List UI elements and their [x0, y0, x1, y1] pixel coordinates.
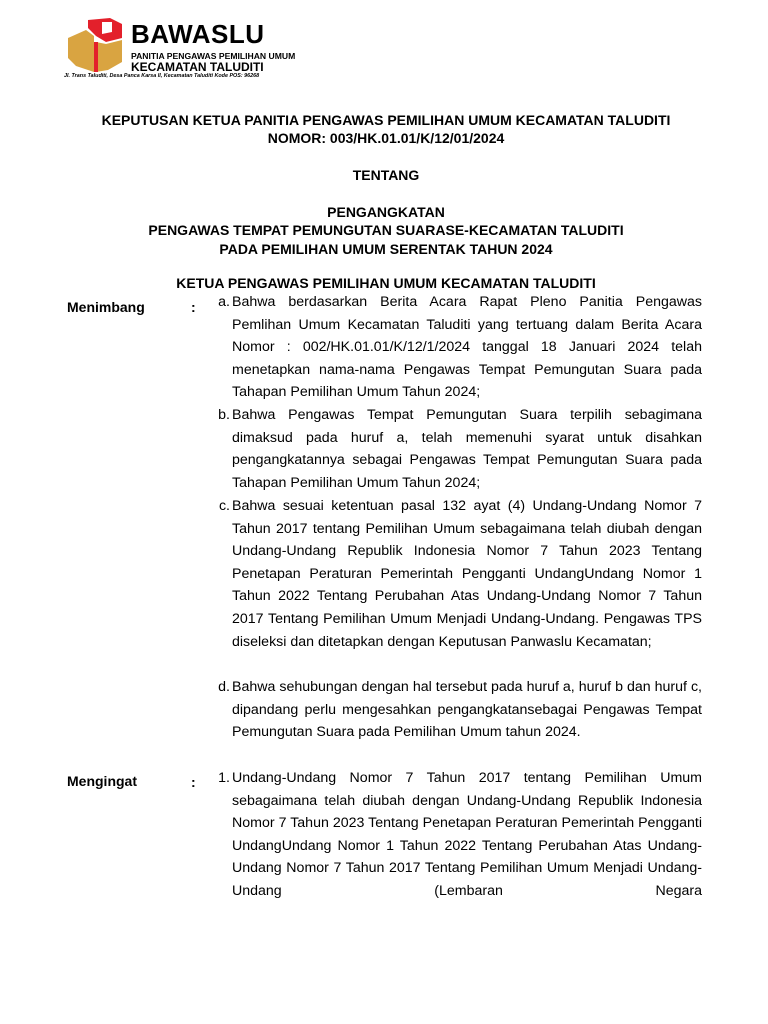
item-marker: d.: [218, 679, 230, 695]
item-text: Bahwa Pengawas Tempat Pemungutan Suara terpilih sebagimana dimaksud pada huruf a, telah memenuhi syarat untuk disahkan pengangkatannya sebagai Pengawas Tempat Pemungutan Suara pada Tahapan Pemilihan Umum Tahun 2024;: [232, 407, 702, 491]
mengingat-label: Mengingat: [67, 773, 137, 789]
decree-title: KEPUTUSAN KETUA PANITIA PENGAWAS PEMILIHAN UMUM KECAMATAN TALUDITI: [101, 112, 671, 128]
menimbang-item-a: [206, 291, 702, 404]
org-address: Jl. Trans Taluditi, Desa Panca Karsa II, Kecamatan Taluditi Kode POS: 96268: [64, 73, 260, 79]
mengingat-item-1: [206, 767, 702, 903]
mengingat-colon: :: [191, 774, 196, 790]
org-subtitle: PANITIA PENGAWAS PEMILIHAN UMUM: [131, 51, 296, 61]
org-district: KECAMATAN TALUDITI: [131, 60, 264, 74]
item-text: Bahwa berdasarkan Berita Acara Rapat Pleno Panitia Pengawas Pemlihan Umum Kecamatan Taluditi yang tertuang dalam Berita Acara Nomor : 002/HK.01.01/K/12/1/2024 tanggal 18 Januari 2024 telah menetapkan nama-nama Pengawas Tempat Pemungutan Suara pada Tahapan Pemilihan Umum Tahun 2024;: [232, 294, 702, 401]
menimbang-item-c: [206, 495, 702, 653]
item-text: Bahwa sehubungan dengan hal tersebut pada huruf a, huruf b dan huruf c, dipandang perlu mengesahkan pengangkatansebagai Pengawas Tempat Pemungutan Suara pada Pemilihan Umum tahun 2024.: [232, 679, 702, 741]
org-name: BAWASLU: [131, 19, 265, 49]
item-marker: a.: [218, 294, 230, 310]
bawaslu-logo-icon: [66, 18, 124, 74]
item-marker: 1.: [218, 770, 230, 786]
tentang-heading: TENTANG: [352, 167, 420, 183]
item-text: Undang-Undang Nomor 7 Tahun 2017 tentang Pemilihan Umum sebagaimana telah diubah dengan Undang-Undang Republik Indonesia Nomor 7 Tahun 2023 Tentang Penetapan Peraturan Pemerintah Pengganti UndangUndang Nomor 1 Tahun 2022 Tentang Perubahan Atas Undang-Undang Nomor 7 Tahun 2017 Tentang Pemilihan Umum Menjadi Undang-Undang (Lembaran Negara: [232, 770, 702, 899]
subject-line-3: PADA PEMILIHAN UMUM SERENTAK TAHUN 2024: [219, 241, 553, 257]
menimbang-item-b: [206, 404, 702, 494]
menimbang-item-d: [206, 676, 702, 744]
item-marker: b.: [218, 407, 230, 423]
decree-number: NOMOR: 003/HK.01.01/K/12/01/2024: [267, 130, 505, 146]
subject-line-1: PENGANGKATAN: [327, 204, 445, 220]
authority-heading: KETUA PENGAWAS PEMILIHAN UMUM KECAMATAN TALUDITI: [176, 275, 596, 291]
item-marker: c.: [218, 498, 230, 514]
item-text: Bahwa sesuai ketentuan pasal 132 ayat (4) Undang-Undang Nomor 7 Tahun 2017 tentang Pemilihan Umum sebagaimana telah diubah dengan Undang-Undang Republik Indonesia Nomor 7 Tahun 2023 Tentang Penetapan Peraturan Pemerintah Pengganti UndangUndang Nomor 1 Tahun 2022 Tentang Perubahan Atas Undang-Undang Nomor 7 Tahun 2017 Tentang Pemilihan Umum Menjadi Undang-Undang. Pengawas TPS diseleksi dan ditetapkan dengan Keputusan Panwaslu Kecamatan;: [232, 498, 702, 650]
menimbang-colon: :: [191, 299, 196, 315]
subject-line-2: PENGAWAS TEMPAT PEMUNGUTAN SUARASE-KECAMATAN TALUDITI: [148, 222, 624, 238]
letterhead: [64, 14, 364, 84]
menimbang-label: Menimbang: [67, 299, 145, 315]
